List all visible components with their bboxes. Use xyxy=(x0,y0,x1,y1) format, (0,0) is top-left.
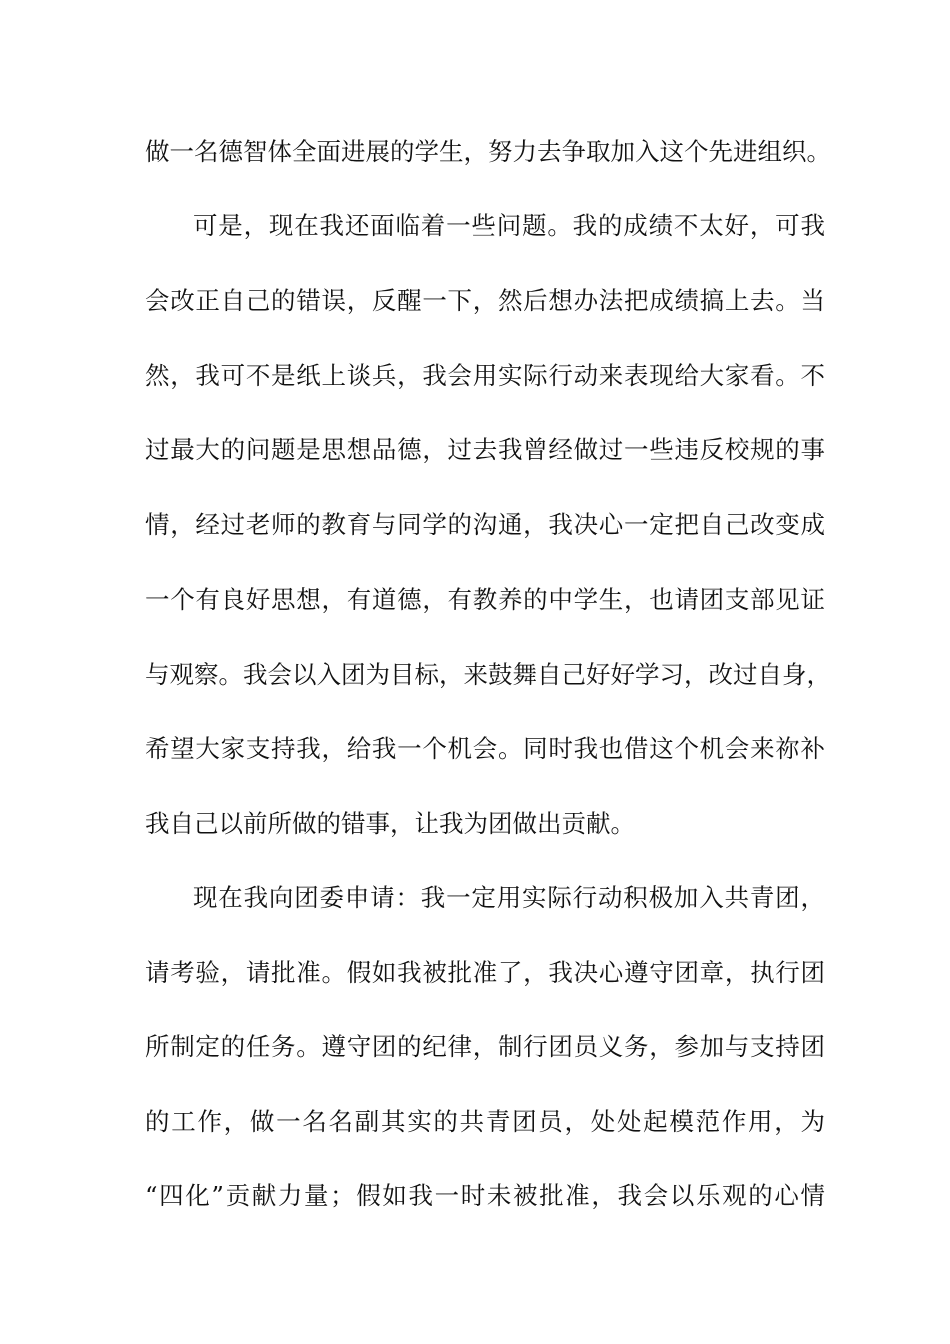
paragraph-2-line-6: 一个有良好思想，有道德，有教养的中学生，也请团支部见证 xyxy=(145,585,825,614)
paragraph-3-line-3: 所制定的任务。遵守团的纪律，制行团员义务，参加与支持团 xyxy=(145,1032,825,1061)
paragraph-2-line-4: 过最大的问题是思想品德，过去我曾经做过一些违反校规的事 xyxy=(145,435,825,464)
paragraph-2-line-8: 希望大家支持我，给我一个机会。同时我也借这个机会来祢补 xyxy=(145,734,825,763)
paragraph-2-line-7: 与观察。我会以入团为目标，来鼓舞自己好好学习，改过自身， xyxy=(145,660,831,689)
paragraph-3-line-1: 现在我向团委申请：我一定用实际行动积极加入共青团， xyxy=(193,883,825,912)
paragraph-3-line-5: “四化”贡献力量；假如我一时未被批准，我会以乐观的心情 xyxy=(145,1181,825,1210)
paragraph-2-line-1: 可是，现在我还面临着一些问题。我的成绩不太好，可我 xyxy=(193,211,825,240)
paragraph-2-line-9: 我自己以前所做的错事，让我为团做出贡献。 xyxy=(145,809,635,838)
paragraph-3-line-4: 的工作，做一名名副其实的共青团员，处处起模范作用，为 xyxy=(145,1107,825,1136)
paragraph-2-line-2: 会改正自己的错误，反醒一下，然后想办法把成绩搞上去。当 xyxy=(145,286,825,315)
paragraph-2-line-5: 情，经过老师的教育与同学的沟通，我决心一定把自己改变成 xyxy=(145,510,825,539)
paragraph-2-line-3: 然，我可不是纸上谈兵，我会用实际行动来表现给大家看。不 xyxy=(145,361,825,390)
text-line-1: 做一名德智体全面进展的学生，努力去争取加入这个先进组织。 xyxy=(145,137,831,166)
paragraph-3-line-2: 请考验，请批准。假如我被批准了，我决心遵守团章，执行团 xyxy=(145,958,825,987)
